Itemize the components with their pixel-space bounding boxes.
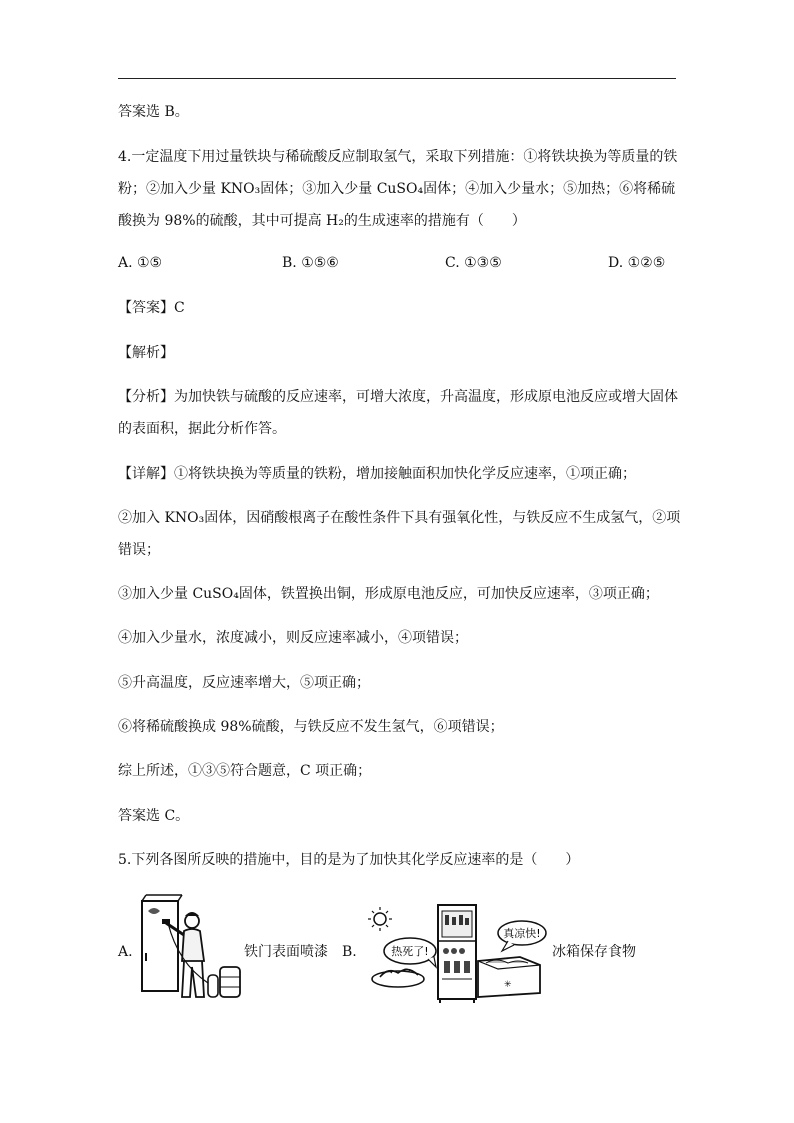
q4-summary: 综上所述，①③⑤符合题意，C 项正确；	[118, 763, 372, 779]
q4-stem-line-3: 酸换为 98%的硫酸，其中可提高 H₂的生成速率的措施有（ ）	[118, 213, 526, 229]
refrigerator-food-illustration	[362, 903, 548, 1003]
q4-stem-line-2: 粉；②加入少量 KNO₃固体；③加入少量 CuSO₄固体；④加入少量水；⑤加热；⑥将稀硫	[118, 181, 676, 197]
q4-detail-line-1: 【详解】①将铁块换为等质量的铁粉，增加接触面积加快化学反应速率，①项正确；	[118, 466, 636, 482]
svg-text:✳: ✳	[504, 980, 512, 990]
q4-analysis-heading: 【解析】	[118, 345, 174, 361]
q4-option-b: B. ①⑤⑥	[282, 255, 339, 271]
q4-option-c: C. ①③⑤	[445, 255, 502, 271]
hot-bubble-text: 热死了!	[391, 945, 429, 958]
q4-detail-line-3: ③加入少量 CuSO₄固体，铁置换出铜，形成原电池反应，可加快反应速率，③项正确；	[118, 586, 659, 602]
q4-stem-line-1: 4.一定温度下用过量铁块与稀硫酸反应制取氢气，采取下列措施：①将铁块换为等质量的铁	[118, 149, 678, 165]
spray-painting-door-illustration	[138, 893, 244, 1003]
q4-final-answer: 答案选 C。	[118, 808, 190, 824]
q4-option-d: D. ①②⑤	[608, 255, 666, 271]
q5-option-b-caption: 冰箱保存食物	[552, 944, 636, 960]
q5-option-a-label: A.	[118, 944, 133, 960]
q4-detail-line-5: ⑤升高温度，反应速率增大，⑤项正确；	[118, 675, 370, 691]
q5-option-b-label: B.	[342, 944, 357, 960]
q4-fenxi-line-2: 的表面积，据此分析作答。	[118, 421, 286, 437]
q4-detail-line-2b: 错误；	[118, 542, 160, 558]
header-rule	[118, 78, 676, 79]
q5-stem: 5.下列各图所反映的措施中，目的是为了加快其化学反应速率的是（ ）	[118, 852, 580, 868]
q4-detail-line-6: ⑥将稀硫酸换成 98%硫酸，与铁反应不发生氢气，⑥项错误；	[118, 719, 504, 735]
q4-detail-line-2a: ②加入 KNO₃固体，因硝酸根离子在酸性条件下具有强氧化性，与铁反应不生成氢气，②项	[118, 510, 681, 526]
q4-fenxi-line-1: 【分析】为加快铁与硫酸的反应速率，可增大浓度，升高温度，形成原电池反应或增大固体	[118, 389, 678, 405]
q5-option-a-caption: 铁门表面喷漆	[244, 944, 328, 960]
q4-option-a: A. ①⑤	[118, 255, 163, 271]
cool-bubble-text: 真凉快!	[503, 927, 541, 940]
q4-detail-line-4: ④加入少量水，浓度减小，则反应速率减小，④项错误；	[118, 630, 468, 646]
q3-answer-tail: 答案选 B。	[118, 104, 189, 120]
q4-answer: 【答案】C	[118, 300, 185, 316]
